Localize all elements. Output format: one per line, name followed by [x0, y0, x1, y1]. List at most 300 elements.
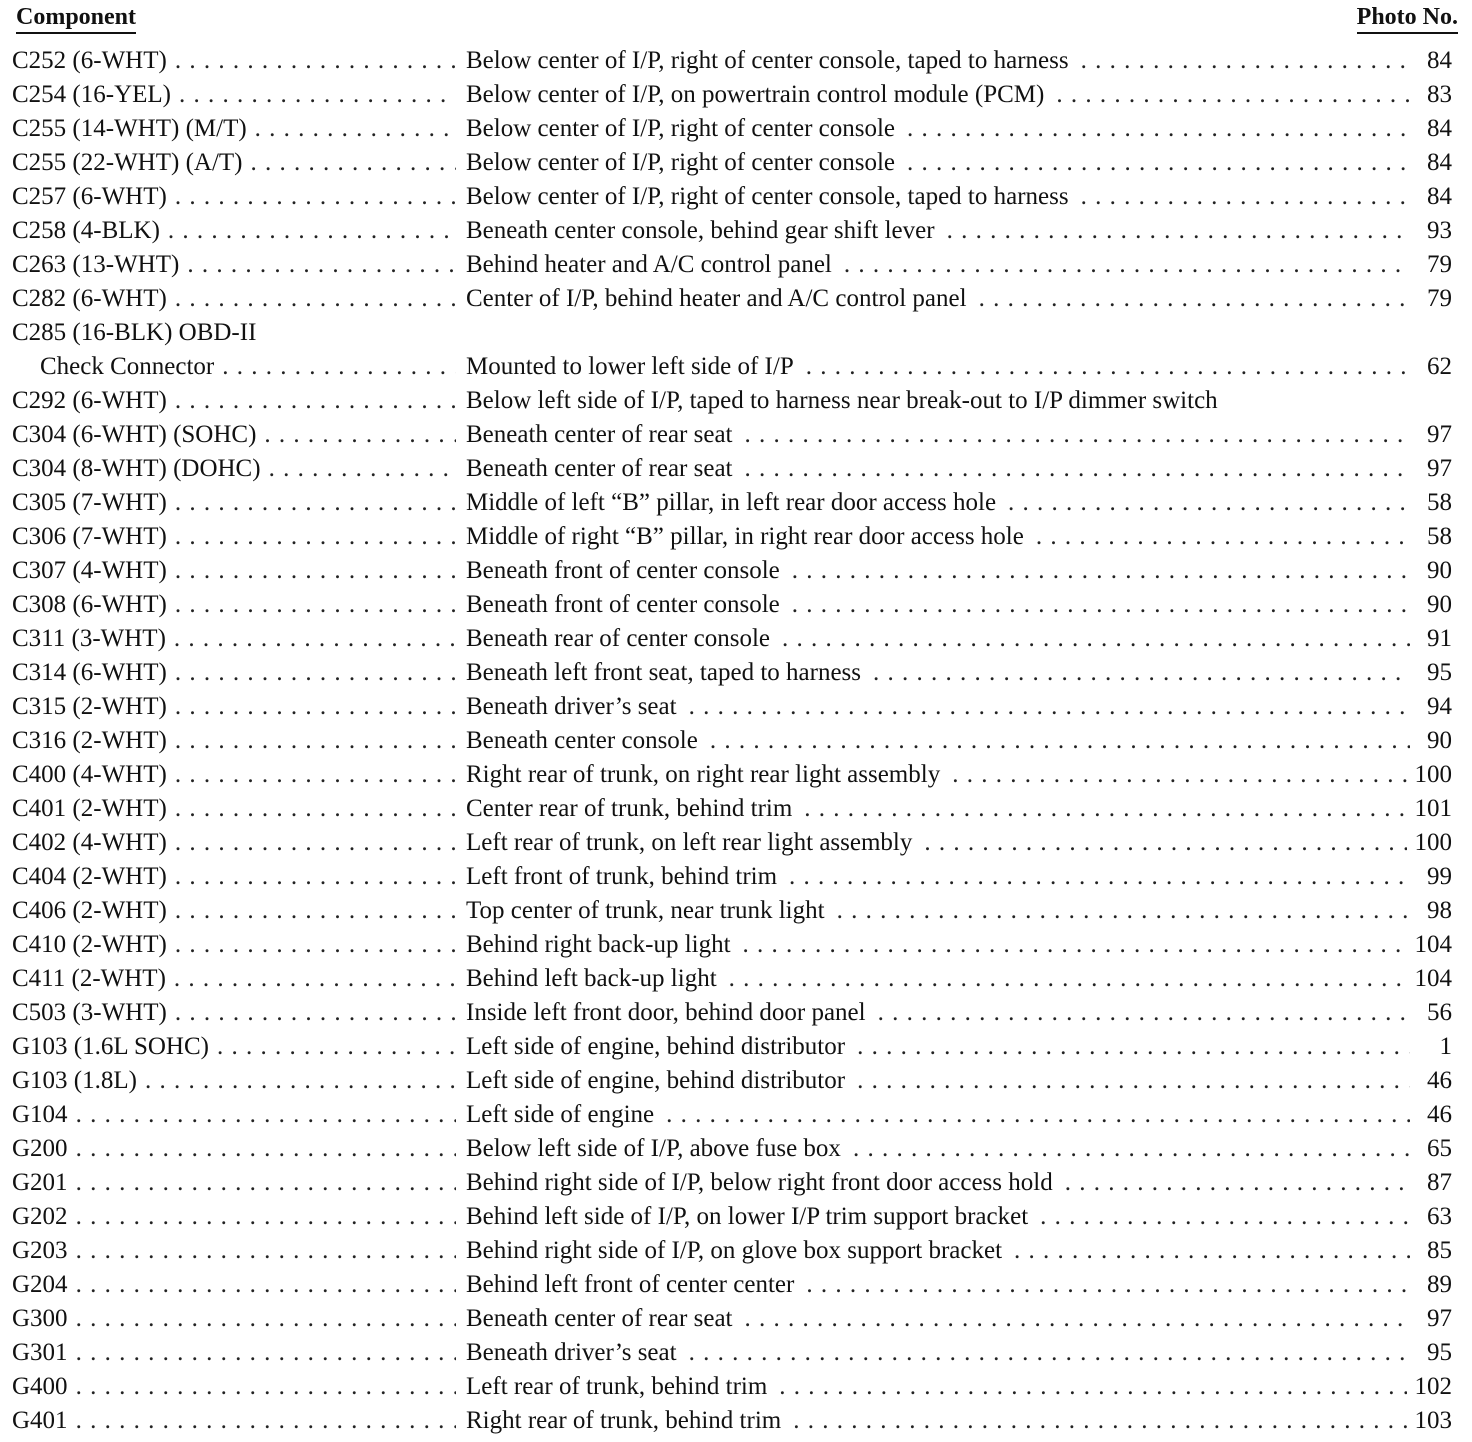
- table-row: [12, 1234, 1452, 1268]
- component-cell: [12, 486, 456, 520]
- dot-leader: [1040, 1200, 1410, 1234]
- table-row: [12, 214, 1452, 248]
- location-cell: [466, 350, 1418, 384]
- dot-leader: [76, 1132, 456, 1166]
- photo-number: 91: [1427, 625, 1452, 652]
- dot-leader: [924, 826, 1406, 860]
- photo-number: 97: [1427, 421, 1452, 448]
- component-cell: [12, 1336, 456, 1370]
- component-name: G201: [12, 1169, 68, 1196]
- photo-number: 79: [1427, 285, 1452, 312]
- component-cell: [12, 1268, 456, 1302]
- dot-leader: [853, 1132, 1410, 1166]
- photo-number: 103: [1414, 1407, 1452, 1434]
- location-cell: [466, 656, 1418, 690]
- dot-leader: [168, 214, 456, 248]
- location-text: Below center of I/P, on powertrain control module (PCM): [466, 81, 1045, 108]
- component-location-list: [12, 44, 1452, 1438]
- dot-leader: [76, 1404, 456, 1438]
- location-text: Behind left back-up light: [466, 965, 717, 992]
- component-name: C411 (2-WHT): [12, 965, 166, 992]
- location-text: Beneath rear of center console: [466, 625, 771, 652]
- dot-leader: [175, 928, 456, 962]
- table-row: [12, 690, 1452, 724]
- dot-leader: [175, 486, 456, 520]
- table-row: [12, 656, 1452, 690]
- location-text: Middle of left “B” pillar, in left rear door access hole: [466, 489, 997, 516]
- component-name: C258 (4-BLK): [12, 217, 160, 244]
- location-text: Left side of engine, behind distributor: [466, 1067, 846, 1094]
- table-row: [12, 622, 1452, 656]
- component-name: C402 (4-WHT): [12, 829, 167, 856]
- location-cell: [466, 248, 1418, 282]
- location-cell: [466, 214, 1418, 248]
- dot-leader: [782, 622, 1410, 656]
- dot-leader: [175, 44, 456, 78]
- photo-number: 84: [1427, 149, 1452, 176]
- component-cell: [12, 248, 456, 282]
- photo-number: 58: [1427, 523, 1452, 550]
- location-cell: [466, 690, 1418, 724]
- photo-number: 90: [1427, 591, 1452, 618]
- component-name: C285 (16-BLK) OBD-II: [12, 319, 257, 346]
- photo-number: 104: [1414, 965, 1452, 992]
- table-row: [12, 758, 1452, 792]
- location-cell: [466, 724, 1418, 758]
- dot-leader: [1065, 1166, 1410, 1200]
- photo-number: 63: [1427, 1203, 1452, 1230]
- location-cell: [466, 520, 1418, 554]
- location-cell: [466, 1234, 1418, 1268]
- location-text: Below center of I/P, right of center console, taped to harness: [466, 47, 1069, 74]
- table-row: [12, 962, 1452, 996]
- component-name: C255 (14-WHT) (M/T): [12, 115, 247, 142]
- component-name: G200: [12, 1135, 68, 1162]
- location-text: Beneath left front seat, taped to harness: [466, 659, 861, 686]
- table-row: [12, 44, 1452, 78]
- component-name: C314 (6-WHT): [12, 659, 167, 686]
- table-row: [12, 1030, 1452, 1064]
- location-text: Below center of I/P, right of center console: [466, 149, 896, 176]
- component-name: C315 (2-WHT): [12, 693, 167, 720]
- component-cell: [12, 520, 456, 554]
- photo-number: 58: [1427, 489, 1452, 516]
- component-cell: [12, 384, 456, 418]
- component-name: C305 (7-WHT): [12, 489, 167, 516]
- component-name: C316 (2-WHT): [12, 727, 167, 754]
- component-cell: [12, 1370, 456, 1404]
- dot-leader: [76, 1234, 456, 1268]
- dot-leader: [873, 656, 1410, 690]
- table-row: [12, 826, 1452, 860]
- location-text: Beneath center of rear seat: [466, 455, 733, 482]
- table-row: [12, 1200, 1452, 1234]
- photo-number: 83: [1427, 81, 1452, 108]
- component-cell: [12, 1166, 456, 1200]
- dot-leader: [175, 894, 456, 928]
- photo-number: 46: [1427, 1067, 1452, 1094]
- dot-leader: [1036, 520, 1410, 554]
- component-name: C304 (8-WHT) (DOHC): [12, 455, 261, 482]
- photo-number-column-header: Photo No.: [1357, 2, 1458, 34]
- location-cell: [466, 486, 1418, 520]
- component-name: C307 (4-WHT): [12, 557, 167, 584]
- photo-number: 85: [1427, 1237, 1452, 1264]
- dot-leader: [175, 520, 456, 554]
- dot-leader: [174, 622, 456, 656]
- location-cell: [466, 1404, 1415, 1438]
- component-name: C263 (13-WHT): [12, 251, 180, 278]
- table-row: [12, 1064, 1452, 1098]
- dot-leader: [792, 588, 1410, 622]
- dot-leader: [175, 282, 456, 316]
- location-cell: [466, 112, 1418, 146]
- location-cell: [466, 1268, 1418, 1302]
- component-cell: [12, 1234, 456, 1268]
- photo-number: 90: [1427, 557, 1452, 584]
- photo-number: 95: [1427, 659, 1452, 686]
- dot-leader: [269, 452, 456, 486]
- component-name: C410 (2-WHT): [12, 931, 167, 958]
- dot-leader: [907, 146, 1410, 180]
- dot-leader: [745, 418, 1410, 452]
- component-name: G103 (1.6L SOHC): [12, 1033, 209, 1060]
- table-row: [12, 996, 1452, 1030]
- photo-number: 104: [1414, 931, 1452, 958]
- table-row: [12, 350, 1452, 384]
- location-text: Left rear of trunk, behind trim: [466, 1373, 768, 1400]
- component-cell: [12, 282, 456, 316]
- location-cell: [466, 1064, 1418, 1098]
- dot-leader: [175, 588, 456, 622]
- location-cell: [466, 78, 1418, 112]
- component-cell: [12, 214, 456, 248]
- component-cell: [12, 44, 456, 78]
- dot-leader: [145, 1064, 456, 1098]
- component-cell: [12, 452, 456, 486]
- component-cell: [12, 758, 456, 792]
- photo-number: 93: [1427, 217, 1452, 244]
- dot-leader: [1056, 78, 1410, 112]
- dot-leader: [175, 860, 456, 894]
- location-cell: [466, 996, 1418, 1030]
- table-row: [12, 588, 1452, 622]
- table-row: [12, 452, 1452, 486]
- dot-leader: [251, 146, 457, 180]
- component-name: Check Connector: [40, 353, 215, 380]
- location-text: Middle of right “B” pillar, in right rear door access hole: [466, 523, 1024, 550]
- component-name: C252 (6-WHT): [12, 47, 167, 74]
- component-column-header: Component: [16, 2, 136, 34]
- dot-leader: [76, 1200, 456, 1234]
- dot-leader: [947, 214, 1410, 248]
- photo-number: 46: [1427, 1101, 1452, 1128]
- photo-number: 89: [1427, 1271, 1452, 1298]
- table-row: [12, 1302, 1452, 1336]
- location-text: Beneath center of rear seat: [466, 421, 733, 448]
- dot-leader: [76, 1268, 456, 1302]
- location-cell: [466, 44, 1418, 78]
- location-text: Behind right side of I/P, below right front door access hold: [466, 1169, 1053, 1196]
- component-cell: [12, 962, 456, 996]
- location-text: Left side of engine: [466, 1101, 655, 1128]
- dot-leader: [179, 78, 456, 112]
- table-row: [12, 78, 1452, 112]
- table-row: [12, 724, 1452, 758]
- component-name: G400: [12, 1373, 68, 1400]
- component-name: C311 (3-WHT): [12, 625, 166, 652]
- location-text: Below center of I/P, right of center console, taped to harness: [466, 183, 1069, 210]
- location-cell: [466, 1370, 1415, 1404]
- dot-leader: [857, 1030, 1410, 1064]
- dot-leader: [76, 1336, 456, 1370]
- component-name: G204: [12, 1271, 68, 1298]
- photo-number: 101: [1414, 795, 1452, 822]
- component-cell: [12, 1098, 456, 1132]
- component-cell: [12, 180, 456, 214]
- dot-leader: [175, 996, 456, 1030]
- location-cell: [466, 928, 1415, 962]
- component-name: C255 (22-WHT) (A/T): [12, 149, 243, 176]
- component-name: G202: [12, 1203, 68, 1230]
- location-text: Behind left side of I/P, on lower I/P trim support bracket: [466, 1203, 1029, 1230]
- table-row: [12, 1336, 1452, 1370]
- location-text: Right rear of trunk, behind trim: [466, 1407, 782, 1434]
- component-name: C257 (6-WHT): [12, 183, 167, 210]
- dot-leader: [175, 554, 456, 588]
- dot-leader: [729, 962, 1407, 996]
- dot-leader: [979, 282, 1410, 316]
- dot-leader: [1008, 486, 1410, 520]
- component-cell: [12, 316, 456, 350]
- dot-leader: [779, 1370, 1406, 1404]
- location-cell: [466, 1200, 1418, 1234]
- dot-leader: [175, 180, 456, 214]
- dot-leader: [175, 690, 456, 724]
- location-text: Beneath center console, behind gear shift lever: [466, 217, 935, 244]
- component-name: C306 (7-WHT): [12, 523, 167, 550]
- dot-leader: [806, 350, 1410, 384]
- location-text: Right rear of trunk, on right rear light assembly: [466, 761, 941, 788]
- table-row: [12, 554, 1452, 588]
- component-cell: [12, 78, 456, 112]
- component-name: C304 (6-WHT) (SOHC): [12, 421, 257, 448]
- dot-leader: [907, 112, 1410, 146]
- location-cell: [466, 1030, 1418, 1064]
- table-row: [12, 282, 1452, 316]
- table-row: [12, 792, 1452, 826]
- location-text: Below left side of I/P, above fuse box: [466, 1135, 841, 1162]
- location-cell: [466, 1336, 1418, 1370]
- table-row: [12, 316, 1452, 350]
- photo-number: 94: [1427, 693, 1452, 720]
- dot-leader: [175, 384, 456, 418]
- photo-number: 84: [1427, 47, 1452, 74]
- dot-leader: [174, 962, 456, 996]
- table-row: [12, 486, 1452, 520]
- dot-leader: [743, 928, 1407, 962]
- location-cell: [466, 860, 1418, 894]
- component-cell: [12, 1302, 456, 1336]
- location-text: Center of I/P, behind heater and A/C control panel: [466, 285, 967, 312]
- location-text: Center rear of trunk, behind trim: [466, 795, 793, 822]
- location-cell: [466, 384, 1418, 418]
- component-cell: [12, 350, 456, 384]
- dot-leader: [689, 1336, 1410, 1370]
- location-text: Beneath driver’s seat: [466, 693, 677, 720]
- photo-number: 100: [1414, 761, 1452, 788]
- component-cell: [12, 792, 456, 826]
- component-name: C400 (4-WHT): [12, 761, 167, 788]
- location-cell: [466, 962, 1415, 996]
- dot-leader: [689, 690, 1410, 724]
- dot-leader: [175, 656, 456, 690]
- component-name: C401 (2-WHT): [12, 795, 167, 822]
- component-cell: [12, 860, 456, 894]
- dot-leader: [175, 758, 456, 792]
- dot-leader: [857, 1064, 1410, 1098]
- location-text: Beneath front of center console: [466, 591, 780, 618]
- table-row: [12, 928, 1452, 962]
- table-row: [12, 1370, 1452, 1404]
- table-row: [12, 1098, 1452, 1132]
- location-text: Behind heater and A/C control panel: [466, 251, 832, 278]
- component-name: G104: [12, 1101, 68, 1128]
- component-cell: [12, 112, 456, 146]
- component-cell: [12, 588, 456, 622]
- photo-number: 84: [1427, 115, 1452, 142]
- location-cell: [466, 1098, 1418, 1132]
- component-name: C254 (16-YEL): [12, 81, 171, 108]
- location-cell: [466, 894, 1418, 928]
- table-row: [12, 146, 1452, 180]
- dot-leader: [175, 724, 456, 758]
- location-cell: [466, 758, 1415, 792]
- location-cell: [466, 622, 1418, 656]
- dot-leader: [255, 112, 456, 146]
- dot-leader: [187, 248, 456, 282]
- dot-leader: [806, 1268, 1410, 1302]
- table-row: [12, 384, 1452, 418]
- table-row: [12, 112, 1452, 146]
- location-cell: [466, 282, 1418, 316]
- location-text: Beneath center of rear seat: [466, 1305, 733, 1332]
- location-text: Inside left front door, behind door panel: [466, 999, 866, 1026]
- component-name: C282 (6-WHT): [12, 285, 167, 312]
- photo-number: 97: [1427, 1305, 1452, 1332]
- dot-leader: [1014, 1234, 1410, 1268]
- component-cell: [12, 1030, 456, 1064]
- component-name: G401: [12, 1407, 68, 1434]
- location-text: Behind left front of center center: [466, 1271, 795, 1298]
- photo-number: 97: [1427, 455, 1452, 482]
- table-row: [12, 248, 1452, 282]
- component-name: G300: [12, 1305, 68, 1332]
- photo-number: 87: [1427, 1169, 1452, 1196]
- dot-leader: [952, 758, 1406, 792]
- photo-number: 79: [1427, 251, 1452, 278]
- component-cell: [12, 724, 456, 758]
- dot-leader: [222, 350, 456, 384]
- photo-number: 102: [1414, 1373, 1452, 1400]
- component-cell: [12, 418, 456, 452]
- component-cell: [12, 894, 456, 928]
- photo-number: 56: [1427, 999, 1452, 1026]
- dot-leader: [175, 792, 456, 826]
- table-row: [12, 1404, 1452, 1438]
- dot-leader: [710, 724, 1410, 758]
- location-cell: [466, 1302, 1418, 1336]
- location-cell: [466, 180, 1418, 214]
- location-text: Beneath center console: [466, 727, 698, 754]
- dot-leader: [76, 1098, 456, 1132]
- photo-number: 98: [1427, 897, 1452, 924]
- component-name: C503 (3-WHT): [12, 999, 167, 1026]
- location-text: Left rear of trunk, on left rear light assembly: [466, 829, 913, 856]
- location-cell: [466, 1132, 1418, 1166]
- location-text: Left front of trunk, behind trim: [466, 863, 778, 890]
- dot-leader: [804, 792, 1406, 826]
- photo-number: 84: [1427, 183, 1452, 210]
- component-cell: [12, 826, 456, 860]
- component-cell: [12, 1404, 456, 1438]
- location-cell: [466, 452, 1418, 486]
- location-cell: [466, 1166, 1418, 1200]
- dot-leader: [745, 452, 1410, 486]
- location-text: Behind right side of I/P, on glove box support bracket: [466, 1237, 1003, 1264]
- photo-number: 65: [1427, 1135, 1452, 1162]
- location-text: Top center of trunk, near trunk light: [466, 897, 825, 924]
- component-cell: [12, 554, 456, 588]
- component-cell: [12, 928, 456, 962]
- component-name: C406 (2-WHT): [12, 897, 167, 924]
- location-text: Behind right back-up light: [466, 931, 731, 958]
- component-cell: [12, 146, 456, 180]
- component-cell: [12, 656, 456, 690]
- dot-leader: [844, 248, 1410, 282]
- component-cell: [12, 622, 456, 656]
- dot-leader: [666, 1098, 1410, 1132]
- component-name: C404 (2-WHT): [12, 863, 167, 890]
- location-text: Below center of I/P, right of center console: [466, 115, 896, 142]
- dot-leader: [789, 860, 1410, 894]
- component-name: C308 (6-WHT): [12, 591, 167, 618]
- location-text: Beneath front of center console: [466, 557, 780, 584]
- location-cell: [466, 418, 1418, 452]
- dot-leader: [76, 1302, 456, 1336]
- table-row: [12, 1268, 1452, 1302]
- dot-leader: [792, 554, 1410, 588]
- component-cell: [12, 1132, 456, 1166]
- table-row: [12, 1132, 1452, 1166]
- component-cell: [12, 690, 456, 724]
- table-row: [12, 860, 1452, 894]
- dot-leader: [76, 1166, 456, 1200]
- photo-number: 1: [1439, 1033, 1452, 1060]
- photo-number: 99: [1427, 863, 1452, 890]
- dot-leader: [793, 1404, 1406, 1438]
- component-cell: [12, 1200, 456, 1234]
- table-row: [12, 894, 1452, 928]
- location-text: Below left side of I/P, taped to harness near break-out to I/P dimmer switch: [466, 387, 1218, 414]
- location-cell: [466, 826, 1415, 860]
- photo-number: 95: [1427, 1339, 1452, 1366]
- photo-number: 62: [1427, 353, 1452, 380]
- dot-leader: [1081, 180, 1410, 214]
- dot-leader: [175, 826, 456, 860]
- photo-number: 100: [1414, 829, 1452, 856]
- table-row: [12, 418, 1452, 452]
